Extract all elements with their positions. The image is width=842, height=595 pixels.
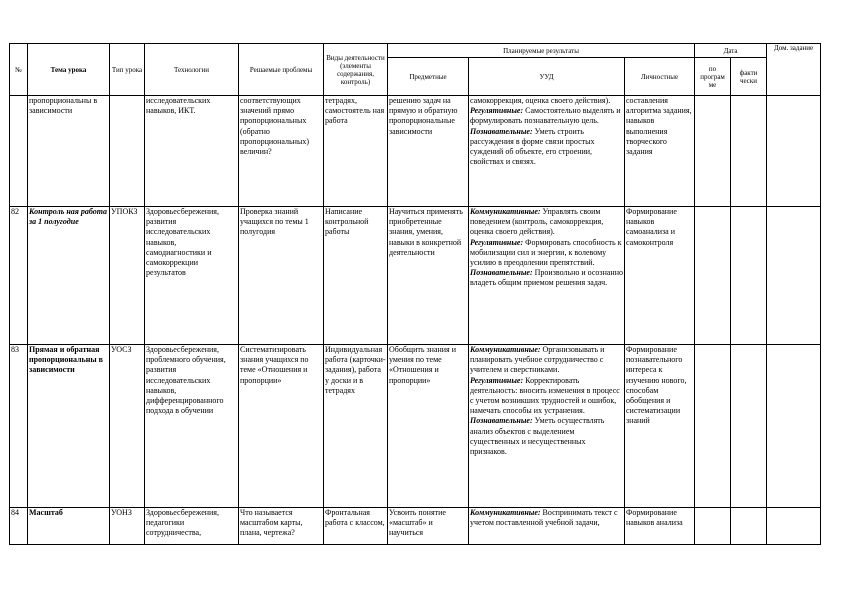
row-problems: Систематизировать знания учащихся по теме «Отношения и пропорции» bbox=[239, 345, 324, 508]
row-activities: Фронтальная работа с классом, bbox=[324, 508, 388, 545]
row-num: 82 bbox=[10, 207, 28, 345]
header-by-plan: по програм ме bbox=[695, 58, 731, 96]
row-activities: тетрадях, самостоятель ная работа bbox=[324, 96, 388, 207]
header-date: Дата bbox=[695, 44, 767, 58]
row-personal: Формирование навыков анализа bbox=[625, 508, 695, 545]
row-activities: Написание контрольной работы bbox=[324, 207, 388, 345]
row-tech: Здоровьесбережения, проблемного обучения, развития исследовательских навыков, дифференцированного подхода в обучении bbox=[145, 345, 239, 508]
row-tech: Здоровьесбережения, педагогики сотрудничества, bbox=[145, 508, 239, 545]
row-subject: Научиться применять приобретенные знания, умения, навыки в конкретной деятельности bbox=[388, 207, 469, 345]
header-num: № bbox=[10, 44, 28, 96]
row-topic: Масштаб bbox=[28, 508, 110, 545]
row-uud: Коммуникативные: Организовывать и планировать учебное сотрудничество с учителем и сверстниками. Регулятивные: Корректировать деятельность: вносить изменения в процесс с учетом возникших трудностей и ошибок, намечать способы их устранения. Познавательные: Уметь осуществлять анализ объектов с выделением существенных и несущественных признаков. bbox=[469, 345, 625, 508]
header-homework: Дом. задание bbox=[767, 44, 821, 96]
row-problems: соответствующих значений прямо пропорциональных (обратно пропорциональных) величин? bbox=[239, 96, 324, 207]
row-uud: Коммуникативные: Воспринимать текст с учетом поставленной учебной задачи, bbox=[469, 508, 625, 545]
row-subject: Обобщить знания и умения по теме «Отношения и пропорции» bbox=[388, 345, 469, 508]
header-uud: УУД bbox=[469, 58, 625, 96]
row-type: УПОКЗ bbox=[110, 207, 145, 345]
row-activities: Индивидуальная работа (карточки-задания), работа у доски и в тетрадях bbox=[324, 345, 388, 508]
header-actual: факти чески bbox=[731, 58, 767, 96]
row-subject: решению задач на прямую и обратную пропорциональные зависимости bbox=[388, 96, 469, 207]
header-activities: Виды деятельности (элементы содержания, контроль) bbox=[324, 44, 388, 96]
row-topic: Прямая и обратная пропорциональны в зависимости bbox=[28, 345, 110, 508]
row-personal: составления алгоритма задания, навыков выполнения творческого задания bbox=[625, 96, 695, 207]
row-type: УОСЗ bbox=[110, 345, 145, 508]
header-subject: Предметные bbox=[388, 58, 469, 96]
row-num: 84 bbox=[10, 508, 28, 545]
row-uud: Коммуникативные: Управлять своим поведением (контроль, самокоррекция, оценка своего действия). Регулятивные: Формировать способность к мобилизации сил и энергии, к волевому усилию в преодолении препятствий. Познавательные: Произвольно и осознанно владеть общим приемом решения задач. bbox=[469, 207, 625, 345]
table-row bbox=[10, 207, 821, 345]
row-num: 83 bbox=[10, 345, 28, 508]
table-row bbox=[10, 508, 821, 545]
header-type: Тип урока bbox=[110, 44, 145, 96]
table-row bbox=[10, 345, 821, 508]
row-uud: самокоррекция, оценка своего действия). Регулятивные: Самостоятельно выделять и формулировать познавательную цель. Познавательные: Уметь строить рассуждения в форме связи простых суждений об объекте, его строении, свойствах и связях. bbox=[469, 96, 625, 207]
row-personal: Формирование навыков самоанализа и самоконтроля bbox=[625, 207, 695, 345]
table-row bbox=[10, 96, 821, 207]
row-personal: Формирование познавательного интереса к изучению нового, способам обобщения и систематизации знаний bbox=[625, 345, 695, 508]
row-problems: Проверка знаний учащихся по темы 1 полугодия bbox=[239, 207, 324, 345]
row-topic: Контроль ная работа за 1 полугодие bbox=[28, 207, 110, 345]
row-problems: Что называется масштабом карты, плана, чертежа? bbox=[239, 508, 324, 545]
row-tech: исследовательских навыков, ИКТ. bbox=[145, 96, 239, 207]
row-type bbox=[110, 96, 145, 207]
row-subject: Усвоить понятие «масштаб» и научиться bbox=[388, 508, 469, 545]
header-topic: Тема урока bbox=[28, 44, 110, 96]
header-problems: Решаемые проблемы bbox=[239, 44, 324, 96]
row-num bbox=[10, 96, 28, 207]
row-tech: Здоровьесбережения, развития исследовательских навыков, самодиагностики и самокоррекции результатов bbox=[145, 207, 239, 345]
header-tech: Технологии bbox=[145, 44, 239, 96]
row-topic: пропорциональны в зависимости bbox=[28, 96, 110, 207]
lesson-plan-table bbox=[9, 43, 821, 545]
header-planned: Планируемые результаты bbox=[388, 44, 695, 58]
header-personal: Личностные bbox=[625, 58, 695, 96]
row-type: УОНЗ bbox=[110, 508, 145, 545]
